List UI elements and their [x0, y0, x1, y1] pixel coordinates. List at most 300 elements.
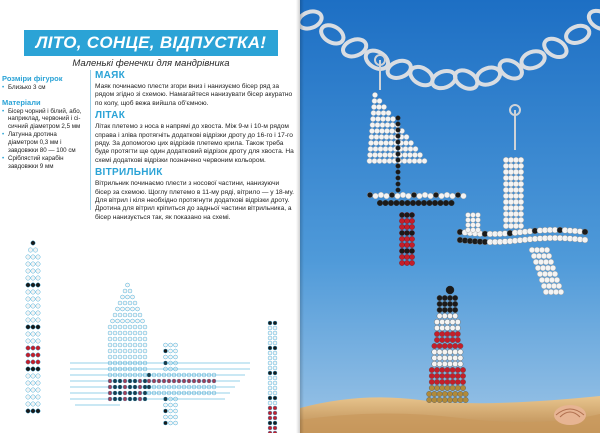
- bead: [429, 385, 434, 390]
- bead: [399, 230, 404, 235]
- bead: [36, 318, 40, 322]
- bead: [36, 360, 40, 364]
- bead: [386, 110, 391, 115]
- bead: [513, 193, 519, 199]
- bead: [273, 401, 277, 405]
- bead: [396, 116, 401, 121]
- bead: [396, 146, 401, 151]
- bead: [409, 242, 414, 247]
- bead: [556, 283, 562, 289]
- bead: [31, 290, 35, 294]
- bead: [123, 289, 127, 293]
- bead: [36, 367, 40, 371]
- bead: [128, 313, 132, 317]
- bead: [390, 122, 395, 127]
- bead: [476, 223, 481, 228]
- bead: [404, 218, 409, 223]
- bead: [476, 228, 481, 233]
- bead: [440, 337, 445, 342]
- bead: [273, 326, 277, 330]
- bead: [381, 104, 386, 109]
- bead: [273, 381, 277, 385]
- bead: [36, 269, 40, 273]
- bead: [396, 152, 401, 157]
- bead: [36, 402, 40, 406]
- bead: [174, 409, 178, 413]
- sailboat-heading: ВІТРИЛЬНИК: [95, 167, 163, 179]
- bead: [508, 175, 514, 181]
- bead: [503, 181, 509, 187]
- bead: [268, 386, 272, 390]
- lighthouse-scheme: [26, 241, 40, 413]
- bead: [26, 304, 30, 308]
- bead: [268, 371, 272, 375]
- bead: [471, 228, 476, 233]
- bead: [372, 158, 377, 163]
- bead: [445, 373, 450, 378]
- bead: [141, 319, 145, 323]
- bead: [36, 395, 40, 399]
- bead: [405, 200, 411, 206]
- bead: [440, 379, 445, 384]
- bead: [396, 188, 401, 193]
- bead: [437, 391, 442, 396]
- bead: [513, 157, 519, 163]
- bead: [273, 391, 277, 395]
- bead: [541, 283, 547, 289]
- bead: [544, 277, 550, 283]
- bead: [36, 332, 40, 336]
- bead: [450, 337, 455, 342]
- bead: [453, 295, 458, 300]
- bead: [404, 236, 409, 241]
- bead: [128, 289, 132, 293]
- bead: [442, 301, 447, 306]
- bead: [437, 355, 442, 360]
- bead: [374, 128, 379, 133]
- bead: [447, 295, 452, 300]
- bead: [396, 164, 401, 169]
- bead: [542, 271, 548, 277]
- bead: [508, 217, 514, 223]
- bead: [453, 397, 458, 402]
- bead: [432, 200, 438, 206]
- bead: [455, 319, 460, 324]
- bead: [113, 343, 117, 347]
- bead: [372, 92, 377, 97]
- bead: [455, 379, 460, 384]
- bead: [450, 331, 455, 336]
- bead: [268, 346, 272, 350]
- bead: [445, 325, 450, 330]
- bead: [450, 193, 456, 199]
- bead: [273, 411, 277, 415]
- bead: [513, 169, 519, 175]
- bead: [133, 313, 137, 317]
- bead: [434, 373, 439, 378]
- bead: [432, 397, 437, 402]
- bead: [368, 146, 373, 151]
- bead: [545, 265, 551, 271]
- bead: [503, 163, 509, 169]
- bead: [513, 181, 519, 187]
- bead: [458, 349, 463, 354]
- bead: [131, 307, 135, 311]
- bead: [437, 307, 442, 312]
- bead: [404, 212, 409, 217]
- bead: [26, 325, 30, 329]
- bead: [31, 367, 35, 371]
- bead: [461, 193, 467, 199]
- bead: [518, 187, 524, 193]
- bead: [413, 146, 418, 151]
- sailboat-scheme: [108, 283, 147, 401]
- bead: [503, 193, 509, 199]
- bead: [126, 307, 130, 311]
- bead: [31, 374, 35, 378]
- bead: [404, 254, 409, 259]
- bead: [121, 307, 125, 311]
- bead: [164, 349, 168, 353]
- bead: [503, 175, 509, 181]
- bead: [116, 307, 120, 311]
- bead: [169, 403, 173, 407]
- bead: [379, 134, 384, 139]
- bead: [143, 343, 147, 347]
- bead: [273, 386, 277, 390]
- bead: [169, 343, 173, 347]
- bead: [370, 122, 375, 127]
- bead: [128, 355, 132, 359]
- bead: [399, 242, 404, 247]
- bead: [455, 331, 460, 336]
- bead: [143, 325, 147, 329]
- bead: [164, 415, 168, 419]
- material-item: • Бісер чорний і білий, або, наприклад, червоний і сі-сичний діаметром 2,5 мм: [2, 108, 87, 131]
- bead: [547, 271, 553, 277]
- bead: [268, 401, 272, 405]
- bead: [453, 313, 458, 318]
- bead: [442, 397, 447, 402]
- bead: [273, 416, 277, 420]
- bead: [377, 152, 382, 157]
- bead: [409, 260, 414, 265]
- lighthouse-text: Маяк починаємо плести згори вниз і нанизуємо бісер ряд за рядом згідно зі схемою. Намагайтеся нанизувати бісер акуратно по колу, щоб вежа вийшла об'ємною.: [95, 83, 293, 107]
- bead: [143, 337, 147, 341]
- bead: [136, 307, 140, 311]
- bead: [402, 152, 407, 157]
- bead: [508, 211, 514, 217]
- bead: [367, 152, 372, 157]
- bead: [116, 319, 120, 323]
- bead: [384, 134, 389, 139]
- bead: [108, 343, 112, 347]
- bead: [429, 367, 434, 372]
- bead: [503, 187, 509, 193]
- bead: [108, 337, 112, 341]
- bead: [538, 259, 544, 265]
- bead: [133, 301, 137, 305]
- wire-lines: [70, 363, 250, 405]
- bead: [442, 313, 447, 318]
- bead: [417, 152, 422, 157]
- bead: [400, 192, 406, 198]
- bead: [450, 373, 455, 378]
- bead: [455, 385, 460, 390]
- plane-text: Літак плетемо з носа в напрямі до хвоста. Між 9-м і 10-м рядом справа і зліва протягніть додаткові відрізки дроту до 16-го і 17-го ряду. За допомогою цих відрізків плетемо крила. Також треба буде протягти ще один додатковий відрізок дроту для хвоста. На схемі додаткові відрізки позначено червоним кольором.: [95, 123, 294, 164]
- bead: [388, 146, 393, 151]
- bead: [406, 193, 412, 199]
- bead: [138, 355, 142, 359]
- bead: [31, 283, 35, 287]
- bead: [411, 192, 417, 198]
- bead: [543, 289, 549, 295]
- bead: [36, 346, 40, 350]
- bead: [442, 307, 447, 312]
- bead: [471, 218, 476, 223]
- bead-schemes: [0, 225, 300, 433]
- bead: [503, 211, 509, 217]
- bead: [476, 213, 481, 218]
- bead: [399, 248, 404, 253]
- bead: [449, 200, 455, 206]
- bead: [26, 276, 30, 280]
- bead: [376, 104, 381, 109]
- bead: [432, 355, 437, 360]
- bead: [534, 247, 540, 253]
- bead: [273, 341, 277, 345]
- bead: [118, 355, 122, 359]
- bead: [403, 140, 408, 145]
- bead: [36, 374, 40, 378]
- bead: [513, 205, 519, 211]
- bead: [174, 403, 178, 407]
- bead: [466, 213, 471, 218]
- bead: [396, 176, 401, 181]
- bead: [437, 301, 442, 306]
- bead: [399, 212, 404, 217]
- bead: [143, 355, 147, 359]
- bead: [513, 217, 519, 223]
- bead: [26, 297, 30, 301]
- bead: [544, 247, 550, 253]
- bead: [434, 319, 439, 324]
- bead: [409, 218, 414, 223]
- bead: [374, 134, 379, 139]
- bead: [447, 397, 452, 402]
- bead: [121, 295, 125, 299]
- bead: [123, 337, 127, 341]
- bead: [434, 331, 439, 336]
- bead: [437, 343, 442, 348]
- bead: [174, 355, 178, 359]
- bead: [385, 116, 390, 121]
- bead: [445, 379, 450, 384]
- bead: [553, 289, 559, 295]
- bead: [536, 253, 542, 259]
- bead: [26, 346, 30, 350]
- bead: [503, 217, 509, 223]
- bead: [367, 192, 373, 198]
- bead: [396, 128, 401, 133]
- bead: [541, 253, 547, 259]
- bead: [118, 325, 122, 329]
- bead: [550, 265, 556, 271]
- bead: [273, 361, 277, 365]
- bead: [409, 236, 414, 241]
- bead: [403, 146, 408, 151]
- bead: [396, 134, 401, 139]
- bead: [508, 181, 514, 187]
- bead: [546, 283, 552, 289]
- bead: [549, 277, 555, 283]
- bead: [440, 373, 445, 378]
- bead: [447, 313, 452, 318]
- small-scheme: [268, 321, 277, 433]
- instructions-column: [95, 68, 295, 224]
- bead: [31, 339, 35, 343]
- bead: [378, 140, 383, 145]
- bead: [108, 349, 112, 353]
- bead: [445, 319, 450, 324]
- bead: [26, 353, 30, 357]
- bead: [453, 355, 458, 360]
- bead: [396, 158, 401, 163]
- bead: [36, 276, 40, 280]
- bead: [399, 260, 404, 265]
- bead: [273, 351, 277, 355]
- bead: [36, 290, 40, 294]
- bead: [437, 313, 442, 318]
- bead: [36, 297, 40, 301]
- bead: [417, 158, 422, 163]
- bead: [378, 192, 384, 198]
- bead: [440, 385, 445, 390]
- charms-photo: [300, 0, 600, 433]
- bead: [458, 397, 463, 402]
- bead: [513, 223, 519, 229]
- bead: [445, 331, 450, 336]
- bead: [394, 200, 400, 206]
- bead: [31, 332, 35, 336]
- bead: [174, 415, 178, 419]
- bead: [372, 98, 377, 103]
- bead: [508, 199, 514, 205]
- bead: [447, 355, 452, 360]
- bead: [460, 385, 465, 390]
- plane-scheme: [147, 343, 216, 425]
- bead: [118, 331, 122, 335]
- bead: [273, 406, 277, 410]
- bead: [31, 318, 35, 322]
- bead: [379, 128, 384, 133]
- bead: [450, 379, 455, 384]
- bead: [31, 304, 35, 308]
- bead: [384, 128, 389, 133]
- bead: [273, 331, 277, 335]
- bead: [476, 218, 481, 223]
- bead: [371, 104, 376, 109]
- bead: [143, 349, 147, 353]
- bead: [113, 313, 117, 317]
- bead: [508, 163, 514, 169]
- seashell: [554, 405, 586, 425]
- bead: [440, 367, 445, 372]
- bead: [503, 157, 509, 163]
- bead: [432, 391, 437, 396]
- bead: [389, 128, 394, 133]
- size-heading: Розміри фігурок: [2, 74, 63, 83]
- bead: [113, 331, 117, 335]
- bead: [26, 332, 30, 336]
- bead: [133, 349, 137, 353]
- bead: [128, 301, 132, 305]
- bead: [26, 283, 30, 287]
- bead: [138, 337, 142, 341]
- bead: [518, 223, 524, 229]
- bead: [36, 262, 40, 266]
- bead: [133, 355, 137, 359]
- bead: [268, 321, 272, 325]
- bead: [111, 319, 115, 323]
- bead: [164, 421, 168, 425]
- bead: [268, 341, 272, 345]
- bead: [447, 349, 452, 354]
- bead: [174, 421, 178, 425]
- bead: [268, 406, 272, 410]
- bead: [133, 343, 137, 347]
- bead: [138, 343, 142, 347]
- bead: [138, 349, 142, 353]
- bead: [463, 397, 468, 402]
- bead: [513, 199, 519, 205]
- bead: [450, 367, 455, 372]
- bead: [31, 262, 35, 266]
- bead: [123, 301, 127, 305]
- bead: [396, 140, 401, 145]
- bead: [582, 229, 588, 235]
- bead: [123, 325, 127, 329]
- bead: [409, 230, 414, 235]
- bead: [458, 355, 463, 360]
- bead: [123, 355, 127, 359]
- bead: [26, 339, 30, 343]
- bead: [471, 213, 476, 218]
- bead: [268, 416, 272, 420]
- bead: [31, 402, 35, 406]
- bead: [437, 349, 442, 354]
- bead: [174, 343, 178, 347]
- bead: [404, 248, 409, 253]
- bead: [26, 360, 30, 364]
- bead: [412, 152, 417, 157]
- bead: [164, 409, 168, 413]
- bead: [36, 353, 40, 357]
- bead: [518, 193, 524, 199]
- lighthouse-heading: МАЯК: [95, 70, 126, 81]
- book-spine: [296, 0, 304, 433]
- bead: [442, 355, 447, 360]
- bead: [503, 199, 509, 205]
- bead: [539, 277, 545, 283]
- bead: [113, 349, 117, 353]
- bead: [402, 158, 407, 163]
- bead: [268, 326, 272, 330]
- bead: [438, 200, 444, 206]
- bead: [26, 318, 30, 322]
- bead: [427, 391, 432, 396]
- bead: [529, 247, 535, 253]
